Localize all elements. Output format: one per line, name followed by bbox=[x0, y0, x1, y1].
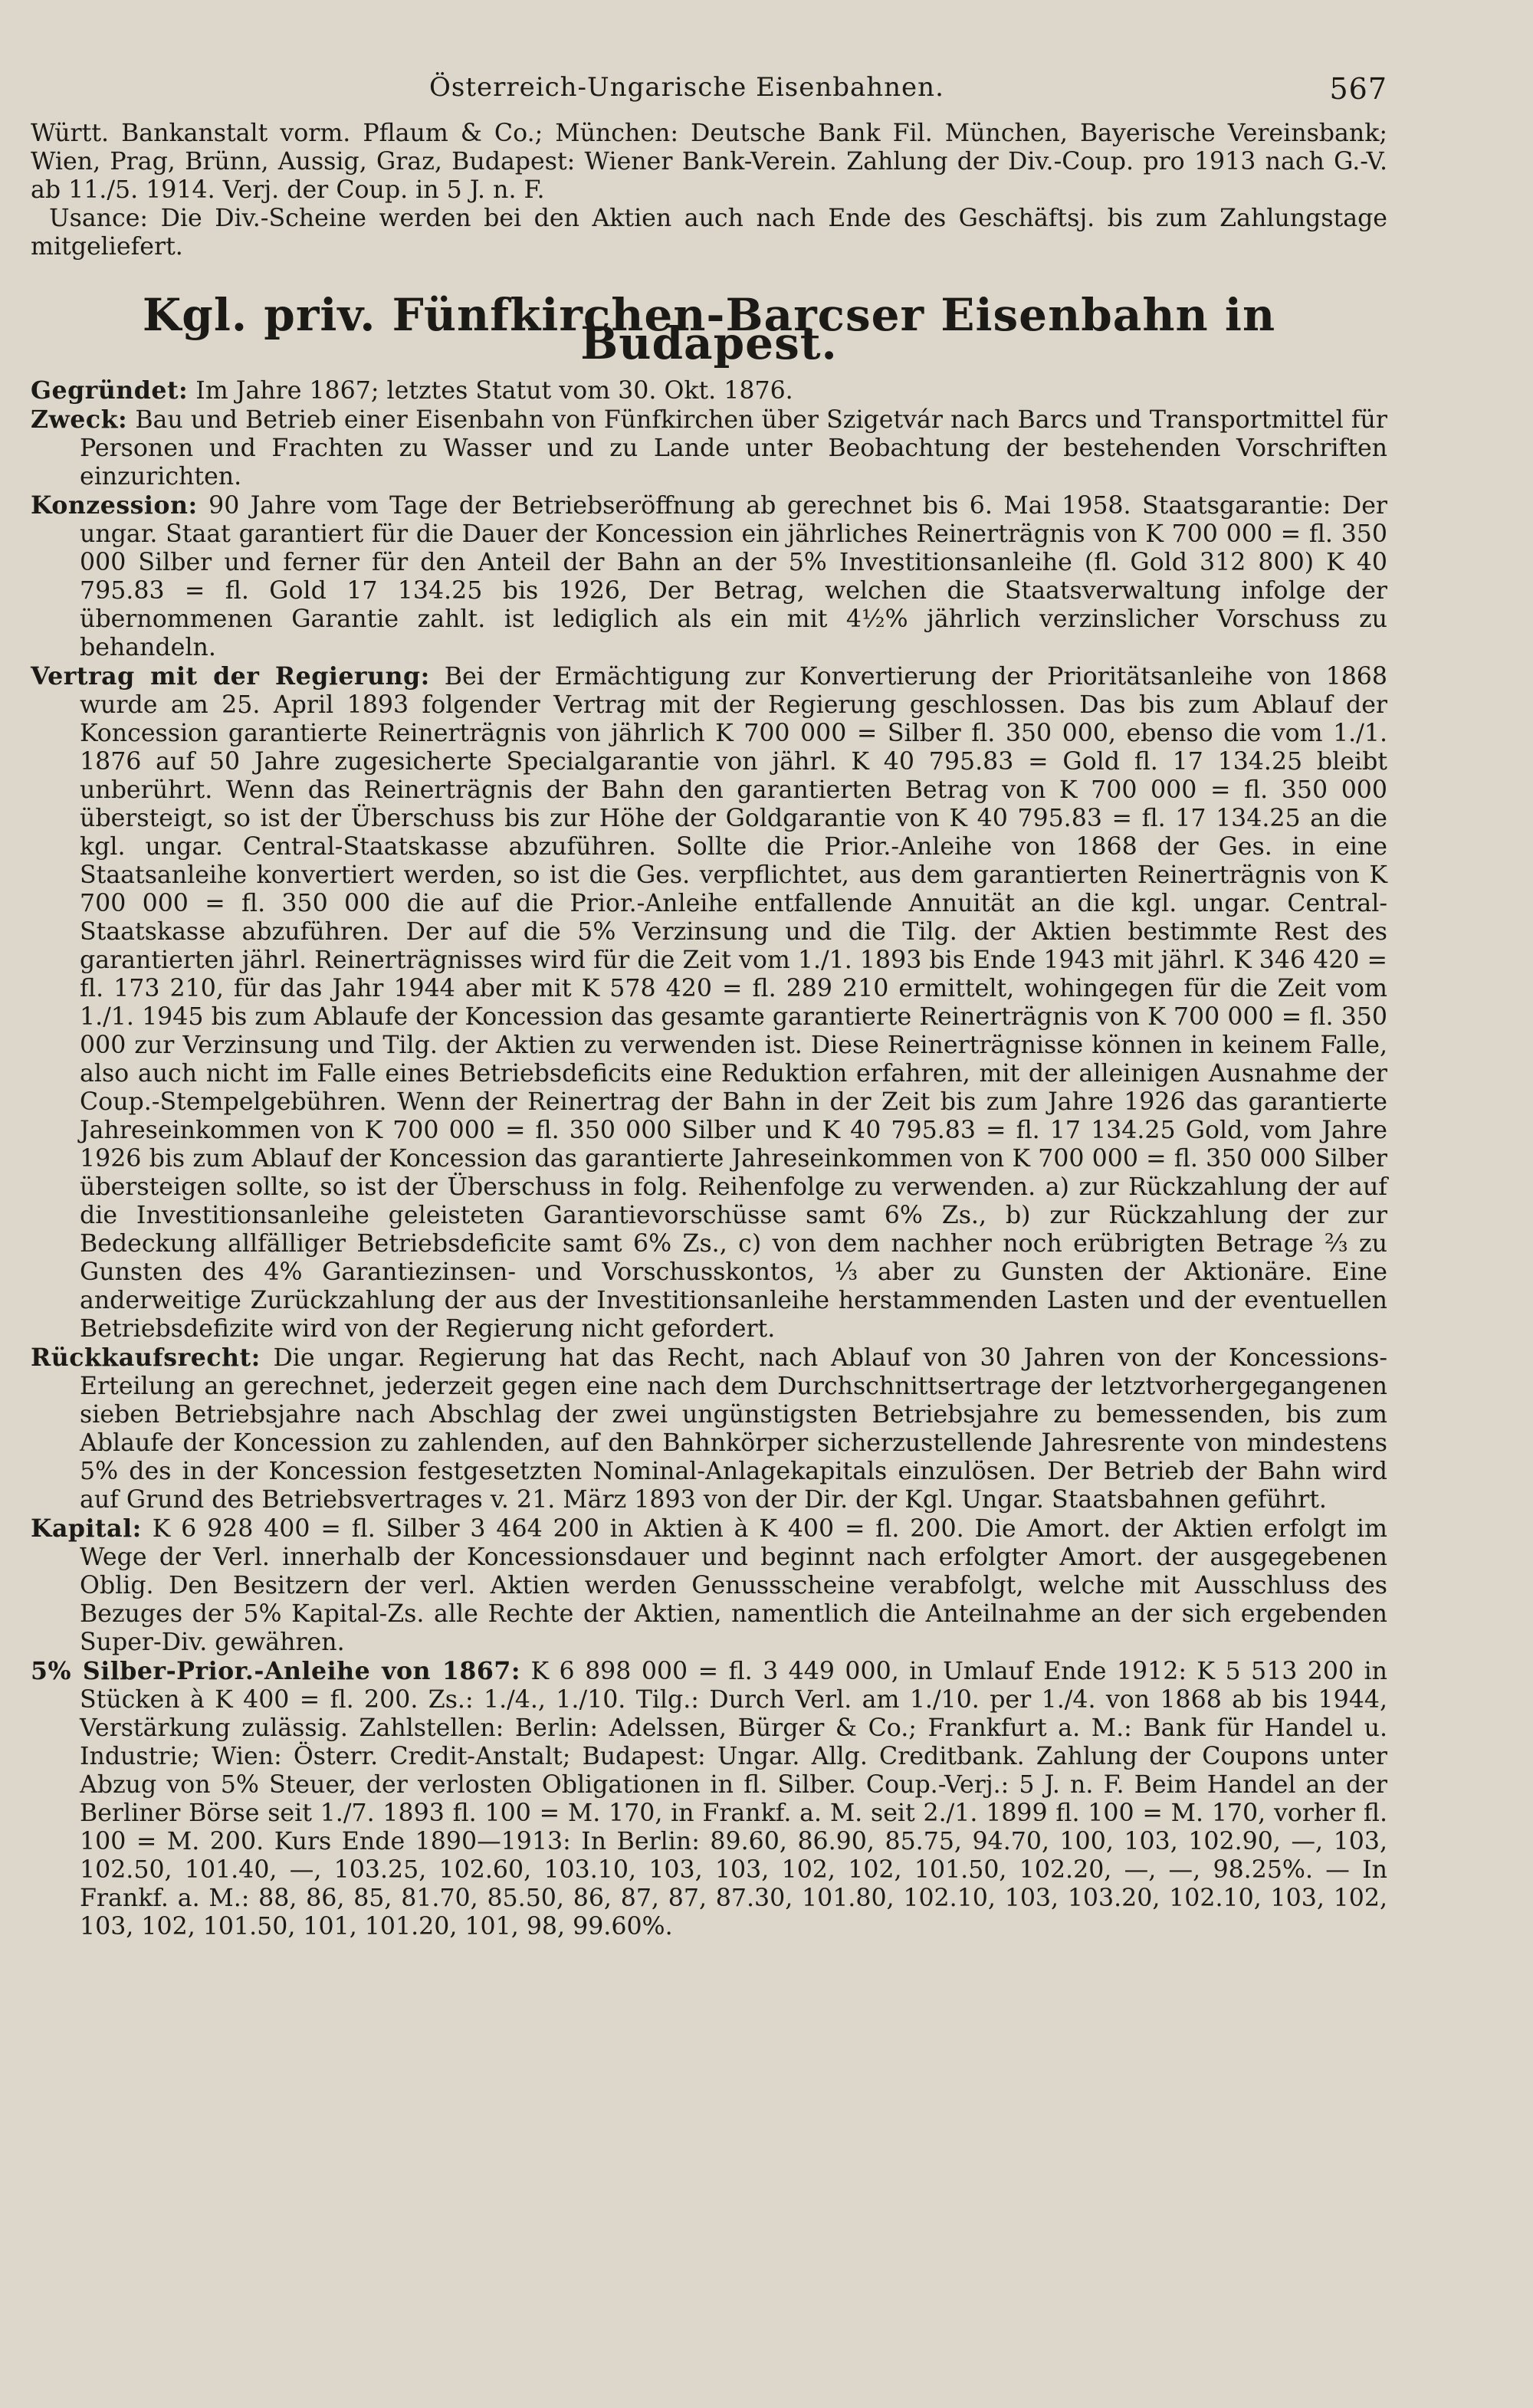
entry-text: K 6 898 000 = fl. 3 449 000, in Umlauf Ende 1912: K 5 513 200 in Stücken à K 400 = fl. 200. Zs.: 1./4., 1./10. Tilg.: Durch Verl. am 1./10. per 1./4. von 1868 ab bis 1944, Verstärkung zulässig. Zahlstellen: Berlin: Adelssen, Bürger & Co.; Frankfurt a. M.: Bank für Handel u. Industrie; Wien: Österr. Credit-Anstalt; Budapest: Ungar. Allg. Creditbank. Zahlung der Coupons unter Abzug von 5% Steuer, der verlosten Obligationen in fl. Silber. Coup.-Verj.: 5 J. n. F. Beim Handel an der Berliner Börse seit 1./7. 1893 fl. 100 = M. 170, in Frankf. a. M. seit 2./1. 1899 fl. 100 = M. 170, vorher fl. 100 = M. 200. Kurs Ende 1890—1913: In Berlin: 89.60, 86.90, 85.75, 94.70, 100, 103, 102.90, —, 103, 102.50, 101.40, —, 103.25, 102.60, 103.10, 103, 103, 102, 102, 101.50, 102.20, —, —, 98.25%. — In Frankf. a. M.: 88, 86, 85, 81.70, 85.50, 86, 87, 87, 87.30, 101.80, 102.10, 103, 103.20, 102.10, 103, 102, 103, 102, 101.50, 101, 101.20, 101, 98, 99.60%. bbox=[80, 1658, 1387, 1941]
intro-paragraph-payment: Württ. Bankanstalt vorm. Pflaum & Co.; München: Deutsche Bank Fil. München, Bayerische Vereinsbank; Wien, Prag, Brünn, Aussig, Graz, Budapest: Wiener Bank-Verein. Zahlung der Div.-Coup. pro 1913 nach G.-V. ab 11./5. 1914. Verj. der Coup. in 5 J. n. F. bbox=[31, 120, 1387, 204]
company-title: Kgl. priv. Fünfkirchen-Barcser Eisenbahn in Budapest. bbox=[142, 289, 1276, 369]
entry-text: 90 Jahre vom Tage der Betriebseröffnung ab gerechnet bis 6. Mai 1958. Staatsgarantie: Der ungar. Staat garantiert für die Dauer der Koncession ein jährliches Reinerträgnis von K 700 000 = fl. 350 000 Silber und ferner für den Anteil der Bahn an der 5% Investitionsanleihe (fl. Gold 312 800) K 40 795.83 = fl. Gold 17 134.25 bis 1926, Der Betrag, welchen die Staatsverwaltung infolge der übernommenen Garantie zahlt. ist lediglich als ein mit 4½% jährlich verzinslicher Vorschuss zu behandeln. bbox=[80, 492, 1387, 661]
page-number: 567 bbox=[1329, 72, 1387, 106]
entry-government-contract bbox=[31, 662, 1387, 1343]
entry-priority-loan bbox=[31, 1657, 1387, 1941]
page-header bbox=[31, 66, 1387, 120]
running-title: Österreich-Ungarische Eisenbahnen. bbox=[429, 72, 944, 103]
entry-purpose bbox=[31, 405, 1387, 491]
entry-label: Konzession: bbox=[31, 491, 198, 520]
entry-label: Zweck: bbox=[31, 405, 128, 434]
entry-label: Gegründet: bbox=[31, 376, 189, 405]
entry-label: Rückkaufsrecht: bbox=[31, 1343, 261, 1372]
entry-label: Vertrag mit der Regierung: bbox=[31, 662, 430, 691]
entry-founded bbox=[31, 376, 1387, 405]
entry-text: Bau und Betrieb einer Eisenbahn von Fünfkirchen über Szigetvár nach Barcs und Transportmittel für Personen und Frachten zu Wasser und zu Lande unter Beobachtung der bestehenden Vorschriften einzurichten. bbox=[80, 406, 1388, 490]
entry-text: K 6 928 400 = fl. Silber 3 464 200 in Aktien à K 400 = fl. 200. Die Amort. der Aktien erfolgt im Wege der Verl. innerhalb der Koncessionsdauer und beginnt nach erfolgter Amort. der ausgegebenen Oblig. Den Besitzern der verl. Aktien werden Genussscheine verabfolgt, welche mit Ausschluss des Bezuges der 5% Kapital-Zs. alle Rechte der Aktien, namentlich die Anteilnahme an der sich ergebenden Super-Div. gewähren. bbox=[80, 1515, 1387, 1656]
entry-label: Kapital: bbox=[31, 1514, 142, 1543]
entry-text: Die ungar. Regierung hat das Recht, nach Ablauf von 30 Jahren von der Koncessions-Erteilung an gerechnet, jederzeit gegen eine nach dem Durchschnittsertrage der letztvorhergegangenen sieben Betriebsjahre nach Abschlag der zwei ungünstigsten Betriebsjahre zu bemessenden, bis zum Ablaufe der Koncession zu zahlenden, auf den Bahnkörper sicherzustellende Jahresrente von mindestens 5% des in der Koncession festgesetzten Nominal-Anlagekapitals einzulösen. Der Betrieb der Bahn wird auf Grund des Betriebsvertrages v. 21. März 1893 von der Dir. der Kgl. Ungar. Staatsbahnen geführt. bbox=[80, 1344, 1388, 1514]
entry-label: 5% Silber-Prior.-Anleihe von 1867: bbox=[31, 1657, 520, 1685]
entry-text: Im Jahre 1867; letztes Statut vom 30. Okt. 1876. bbox=[195, 377, 793, 405]
entry-buyback-right bbox=[31, 1343, 1387, 1514]
entry-concession bbox=[31, 491, 1387, 662]
intro-paragraph-usance: Usance: Die Div.-Scheine werden bei den Aktien auch nach Ende des Geschäftsj. bis zum Zahlungstage mitgeliefert. bbox=[31, 205, 1387, 261]
entry-capital bbox=[31, 1514, 1387, 1657]
page-body bbox=[31, 120, 1387, 1941]
intro-section bbox=[31, 120, 1387, 261]
entry-text: Bei der Ermächtigung zur Konvertierung der Prioritätsanleihe von 1868 wurde am 25. April 1893 folgender Vertrag mit der Regierung geschlossen. Das bis zum Ablauf der Koncession garantierte Reinerträgnis von jährlich K 700 000 = Silber fl. 350 000, ebenso die vom 1./1. 1876 auf 50 Jahre zugesicherte Specialgarantie von jährl. K 40 795.83 = Gold fl. 17 134.25 bleibt unberührt. Wenn das Reinerträgnis der Bahn den garantierten Betrag von K 700 000 = fl. 350 000 übersteigt, so ist der Überschuss bis zur Höhe der Goldgarantie von K 40 795.83 = fl. 17 134.25 an die kgl. ungar. Central-Staatskasse abzuführen. Sollte die Prior.-Anleihe von 1868 der Ges. in eine Staatsanleihe konvertiert werden, so ist die Ges. verpflichtet, aus dem garantierten Reinerträgnis von K 700 000 = fl. 350 000 die auf die Prior.-Anleihe entfallende Annuität an die kgl. ungar. Central-Staatskasse abzuführen. Der auf die 5% Verzinsung und die Tilg. der Aktien bestimmte Rest des garantierten jährl. Reinerträgnisses wird für die Zeit vom 1./1. 1893 bis Ende 1943 mit jährl. K 346 420 = fl. 173 210, für das Jahr 1944 aber mit K 578 420 = fl. 289 210 ermittelt, wohingegen für die Zeit vom 1./1. 1945 bis zum Ablaufe der Koncession das gesamte garantierte Reinerträgnis von K 700 000 = fl. 350 000 zur Verzinsung und Tilg. der Aktien zu verwenden ist. Diese Reinerträgnisse können in keinem Falle, also auch nicht im Falle eines Betriebsdeficits eine Reduktion erfahren, mit der alleinigen Ausnahme der Coup.-Stempelgebühren. Wenn der Reinertrag der Bahn in der Zeit bis zum Jahre 1926 das garantierte Jahreseinkommen von K 700 000 = fl. 350 000 Silber und K 40 795.83 = fl. 17 134.25 Gold, vom Jahre 1926 bis zum Ablauf der Koncession das garantierte Jahreseinkommen von K 700 000 = fl. 350 000 Silber übersteigen sollte, so ist der Überschuss in folg. Reihenfolge zu verwenden. a) zur Rückzahlung der auf die Investitionsanleihe geleisteten Garantievorschüsse samt 6% Zs., b) zur Rückzahlung der zur Bedeckung allfälliger Betriebsdeficite samt 6% Zs., c) von dem nachher noch erübrigten Betrage ⅔ zu Gunsten des 4% Garantiezinsen- und Vorschusskontos, ⅓ aber zu Gunsten der Aktionäre. Eine anderweitige Zurückzahlung der aus der Investitionsanleihe herstammenden Lasten und der eventuellen Betriebsdefizite wird von der Regierung nicht gefordert. bbox=[80, 663, 1387, 1343]
